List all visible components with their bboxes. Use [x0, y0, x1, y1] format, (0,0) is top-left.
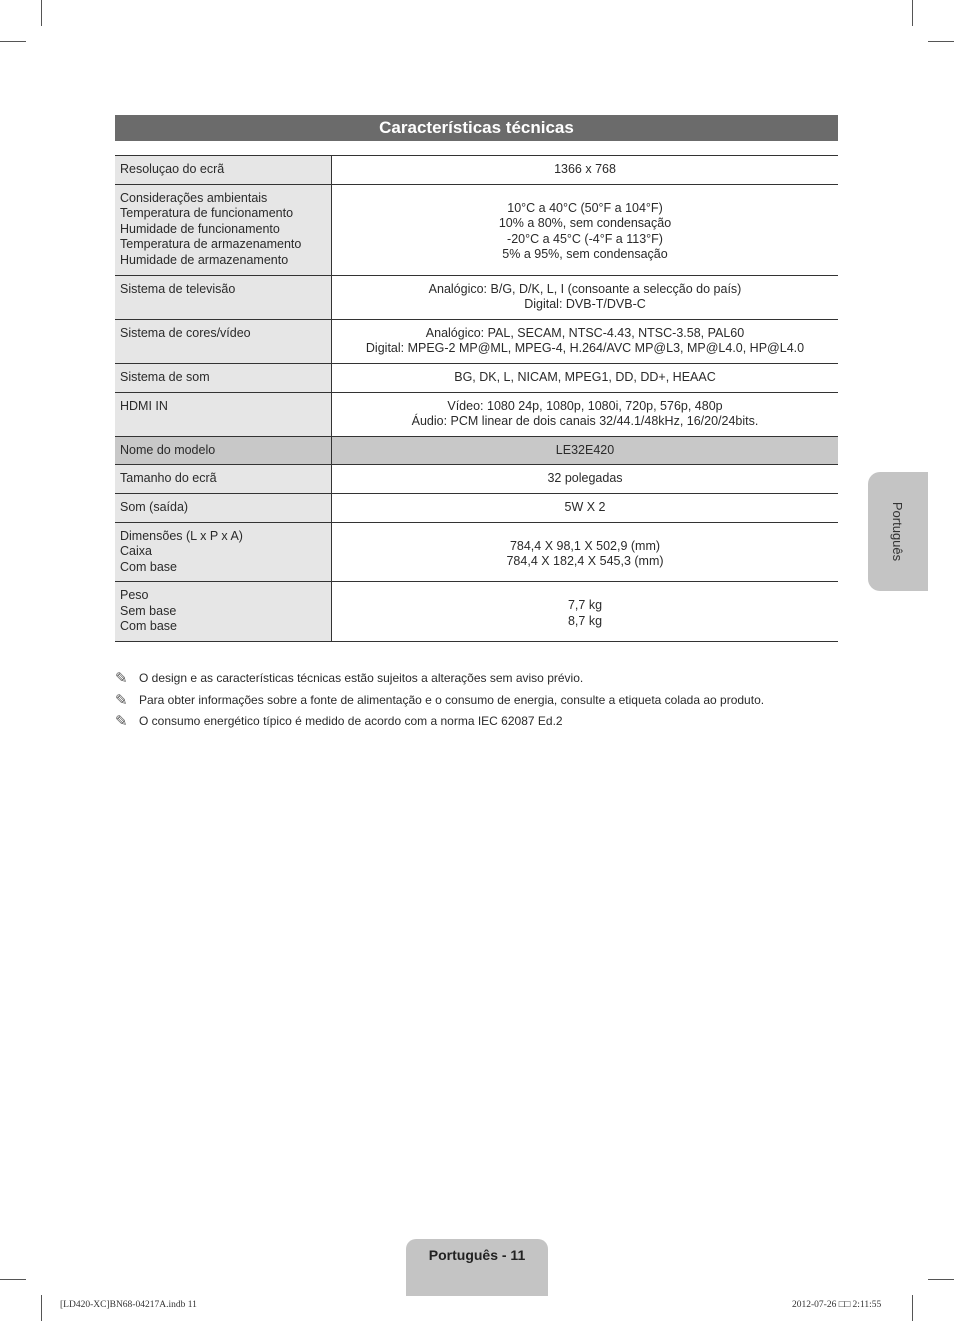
spec-label-cell	[115, 319, 332, 363]
crop-mark	[928, 1279, 954, 1280]
crop-mark	[0, 41, 26, 42]
spec-value-cell	[332, 275, 839, 319]
spec-label: Peso	[120, 588, 149, 603]
spec-table	[115, 155, 838, 642]
spec-value: 784,4 X 182,4 X 545,3 (mm)	[506, 554, 664, 569]
spec-value: BG, DK, L, NICAM, MPEG1, DD, DD+, HEAAC	[454, 369, 716, 384]
spec-value: Vídeo: 1080 24p, 1080p, 1080i, 720p, 576p, 480p	[447, 398, 723, 413]
note-item	[115, 668, 838, 690]
spec-row	[115, 522, 838, 582]
spec-label-cell	[115, 436, 332, 465]
spec-label: Dimensões (L x P x A)	[120, 528, 243, 543]
spec-label-cell	[115, 156, 332, 185]
spec-label-cell	[115, 493, 332, 522]
spec-value: 5W X 2	[564, 499, 606, 514]
note-item	[115, 711, 838, 733]
spec-label: Caixa	[120, 544, 152, 559]
spec-label: Temperatura de funcionamento	[120, 206, 294, 221]
language-side-tab	[868, 472, 928, 591]
section-title	[115, 115, 838, 141]
spec-row	[115, 184, 838, 275]
spec-value: Analógico: PAL, SECAM, NTSC-4.43, NTSC-3.58, PAL60	[425, 325, 745, 340]
spec-row	[115, 465, 838, 494]
spec-value: Digital: DVB-T/DVB-C	[524, 297, 646, 312]
pencil-note-icon: ✎	[115, 713, 128, 730]
notes-list	[115, 668, 838, 733]
spec-row	[115, 436, 838, 465]
spec-label: Sistema de som	[120, 369, 210, 384]
spec-label: Humidade de funcionamento	[120, 221, 280, 236]
crop-mark	[0, 1279, 26, 1280]
spec-label: Resoluçao do ecrã	[120, 162, 225, 176]
spec-value-cell	[332, 319, 839, 363]
section-title-text: Características técnicas	[379, 118, 574, 137]
pencil-note-icon: ✎	[115, 670, 128, 687]
crop-mark	[41, 0, 42, 26]
spec-value-cell	[332, 493, 839, 522]
note-text: Para obter informações sobre a fonte de alimentação e o consumo de energia, consulte a etiqueta colada ao produto.	[139, 692, 765, 707]
spec-row	[115, 156, 838, 185]
page-number-label: Português - 11	[428, 1247, 526, 1263]
spec-label: Temperatura de armazenamento	[120, 237, 302, 252]
spec-value-cell	[332, 522, 839, 582]
spec-label-cell	[115, 392, 332, 436]
spec-row	[115, 275, 838, 319]
note-text: O consumo energético típico é medido de acordo com a norma IEC 62087 Ed.2	[139, 714, 563, 728]
spec-label-cell	[115, 363, 332, 392]
spec-row	[115, 493, 838, 522]
spec-label: Com base	[120, 619, 177, 634]
spec-label: Tamanho do ecrã	[120, 471, 217, 486]
spec-value: 5% a 95%, sem condensação	[502, 247, 668, 262]
spec-value-cell	[332, 392, 839, 436]
note-text: O design e as características técnicas estão sujeitos a alterações sem aviso prévio.	[139, 671, 584, 685]
spec-value-cell	[332, 582, 839, 642]
note-item	[115, 690, 838, 712]
spec-row	[115, 363, 838, 392]
spec-label-cell	[115, 465, 332, 494]
spec-label: Considerações ambientais	[120, 190, 268, 205]
spec-label: Som (saída)	[120, 499, 189, 514]
spec-label: HDMI IN	[120, 398, 168, 413]
pencil-note-icon: ✎	[115, 691, 128, 709]
crop-mark	[41, 1295, 42, 1321]
spec-label-cell	[115, 184, 332, 275]
spec-value-cell	[332, 363, 839, 392]
spec-label: Humidade de armazenamento	[120, 252, 289, 267]
spec-value: 784,4 X 98,1 X 502,9 (mm)	[509, 538, 661, 553]
spec-value: 1366 x 768	[554, 162, 616, 176]
spec-value: 8,7 kg	[567, 613, 603, 628]
page-number-tab	[406, 1239, 548, 1296]
spec-label: Nome do modelo	[120, 442, 216, 457]
spec-value: Áudio: PCM linear de dois canais 32/44.1/48kHz, 16/20/24bits.	[411, 414, 759, 429]
spec-label-cell	[115, 275, 332, 319]
crop-mark	[912, 0, 913, 26]
crop-mark	[928, 41, 954, 42]
language-side-tab-label: Português	[890, 501, 906, 562]
spec-value: 10°C a 40°C (50°F a 104°F)	[507, 200, 663, 215]
spec-value: LE32E420	[555, 442, 615, 457]
crop-mark	[912, 1295, 913, 1321]
spec-value: -20°C a 45°C (-4°F a 113°F)	[507, 231, 663, 246]
spec-row	[115, 392, 838, 436]
spec-label: Com base	[120, 559, 177, 574]
spec-value: Digital: MPEG-2 MP@ML, MPEG-4, H.264/AVC MP@L3, MP@L4.0, HP@L4.0	[365, 341, 805, 356]
spec-value-cell	[332, 156, 839, 185]
spec-value: 7,7 kg	[567, 598, 603, 613]
spec-value: 10% a 80%, sem condensação	[498, 216, 672, 231]
spec-label-cell	[115, 582, 332, 642]
spec-table-body	[115, 156, 838, 642]
spec-label-cell	[115, 522, 332, 582]
spec-value-cell	[332, 184, 839, 275]
footer-timestamp: 2012-07-26 □□ 2:11:55	[792, 1300, 882, 1310]
spec-value: 32 polegadas	[547, 471, 623, 486]
spec-row	[115, 582, 838, 642]
spec-value-cell	[332, 465, 839, 494]
spec-value: Analógico: B/G, D/K, L, I (consoante a selecção do país)	[428, 281, 742, 296]
spec-label: Sem base	[120, 603, 177, 618]
spec-label: Sistema de cores/vídeo	[120, 325, 251, 340]
spec-row	[115, 319, 838, 363]
spec-value-cell	[332, 436, 839, 465]
footer-file-info: [LD420-XC]BN68-04217A.indb 11	[60, 1300, 197, 1310]
spec-label: Sistema de televisão	[120, 281, 236, 296]
